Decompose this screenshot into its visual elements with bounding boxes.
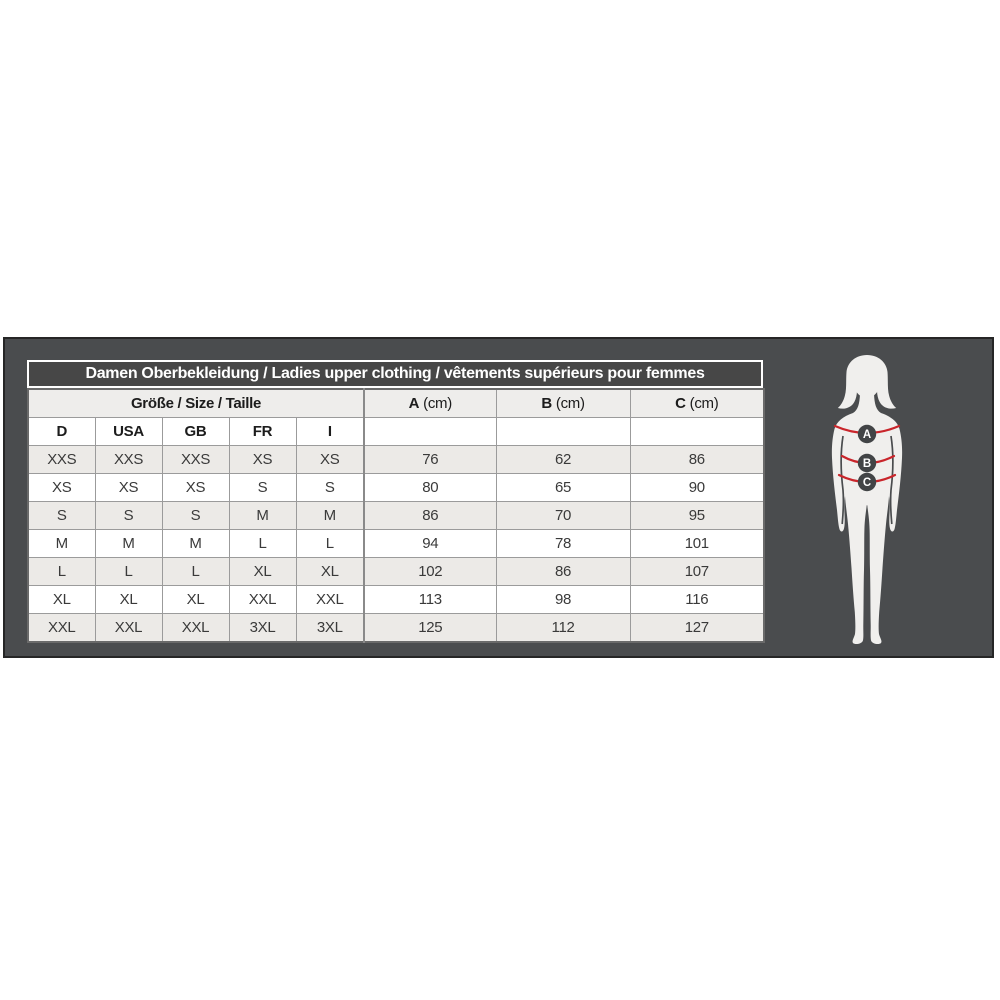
size-cell: M [296,502,364,530]
table-row [28,446,764,474]
measure-unit: (cm) [423,395,452,412]
measurement-cell: 86 [496,558,630,586]
measurement-cell: 116 [630,586,764,614]
country-header-row [28,418,764,446]
size-cell: 3XL [296,614,364,643]
table-row [28,474,764,502]
table-header-row [28,389,764,418]
measurement-cell: 86 [364,502,496,530]
size-cell: M [229,502,296,530]
size-cell: XXL [296,586,364,614]
country-header-d: D [28,418,95,446]
size-group-header: Größe / Size / Taille [28,389,364,418]
measurement-cell: 127 [630,614,764,643]
size-table [27,388,765,643]
size-cell: L [28,558,95,586]
country-header-fr: FR [229,418,296,446]
size-cell: XS [229,446,296,474]
measurement-cell: 98 [496,586,630,614]
table-row [28,614,764,643]
measurement-cell: 86 [630,446,764,474]
column-header-c [630,389,764,418]
measurement-cell: 90 [630,474,764,502]
table-row [28,530,764,558]
country-header-i: I [296,418,364,446]
measurement-cell: 78 [496,530,630,558]
measurement-cell: 65 [496,474,630,502]
size-cell: XS [28,474,95,502]
size-cell: L [229,530,296,558]
size-chart-panel [3,337,994,658]
measurement-cell: 76 [364,446,496,474]
size-cell: XXS [162,446,229,474]
country-header-usa: USA [95,418,162,446]
measure-letter: A [408,395,420,412]
size-cell: XS [162,474,229,502]
measurement-cell: 113 [364,586,496,614]
size-cell: L [95,558,162,586]
size-cell: XL [28,586,95,614]
size-cell: XL [229,558,296,586]
size-cell: 3XL [229,614,296,643]
marker-b [858,454,876,472]
size-cell: XXS [95,446,162,474]
measurement-cell: 70 [496,502,630,530]
size-cell: L [296,530,364,558]
measurement-cell: 62 [496,446,630,474]
table-row [28,558,764,586]
size-cell: S [95,502,162,530]
marker-c-label: C [862,477,872,489]
measurement-cell: 80 [364,474,496,502]
size-cell: S [162,502,229,530]
size-cell: XXL [28,614,95,643]
size-cell: XL [162,586,229,614]
column-header-b [496,389,630,418]
size-cell: XXL [229,586,296,614]
measurement-cell: 94 [364,530,496,558]
marker-b-label: B [862,458,872,470]
size-cell: XXL [162,614,229,643]
size-cell: M [162,530,229,558]
size-cell: S [229,474,296,502]
table-row [28,502,764,530]
marker-a [858,425,876,443]
marker-a-label: A [862,429,872,441]
size-cell: XL [296,558,364,586]
measurement-cell: 112 [496,614,630,643]
size-cell: M [95,530,162,558]
size-chart [27,360,763,643]
country-header-gb: GB [162,418,229,446]
size-cell: M [28,530,95,558]
size-cell: XXS [28,446,95,474]
empty-cell [496,418,630,446]
size-cell: XL [95,586,162,614]
size-cell: L [162,558,229,586]
measurement-cell: 95 [630,502,764,530]
measure-unit: (cm) [555,395,585,412]
size-chart-title: Damen Oberbekleidung / Ladies upper clothing / vêtements supérieurs pour femmes [27,360,763,388]
measurement-cell: 102 [364,558,496,586]
size-cell: XS [95,474,162,502]
size-cell: XS [296,446,364,474]
empty-cell [364,418,496,446]
measure-letter: B [541,395,552,412]
size-cell: S [296,474,364,502]
measurement-cell: 101 [630,530,764,558]
column-header-a [364,389,496,418]
size-cell: S [28,502,95,530]
empty-cell [630,418,764,446]
measurement-cell: 125 [364,614,496,643]
measurement-cell: 107 [630,558,764,586]
measurement-figure [817,350,917,652]
table-row [28,586,764,614]
measure-unit: (cm) [689,395,719,412]
figure-head [852,358,881,398]
size-cell: XXL [95,614,162,643]
woman-silhouette-illustration [817,350,917,652]
marker-c [858,473,876,491]
measure-letter: C [675,395,686,412]
